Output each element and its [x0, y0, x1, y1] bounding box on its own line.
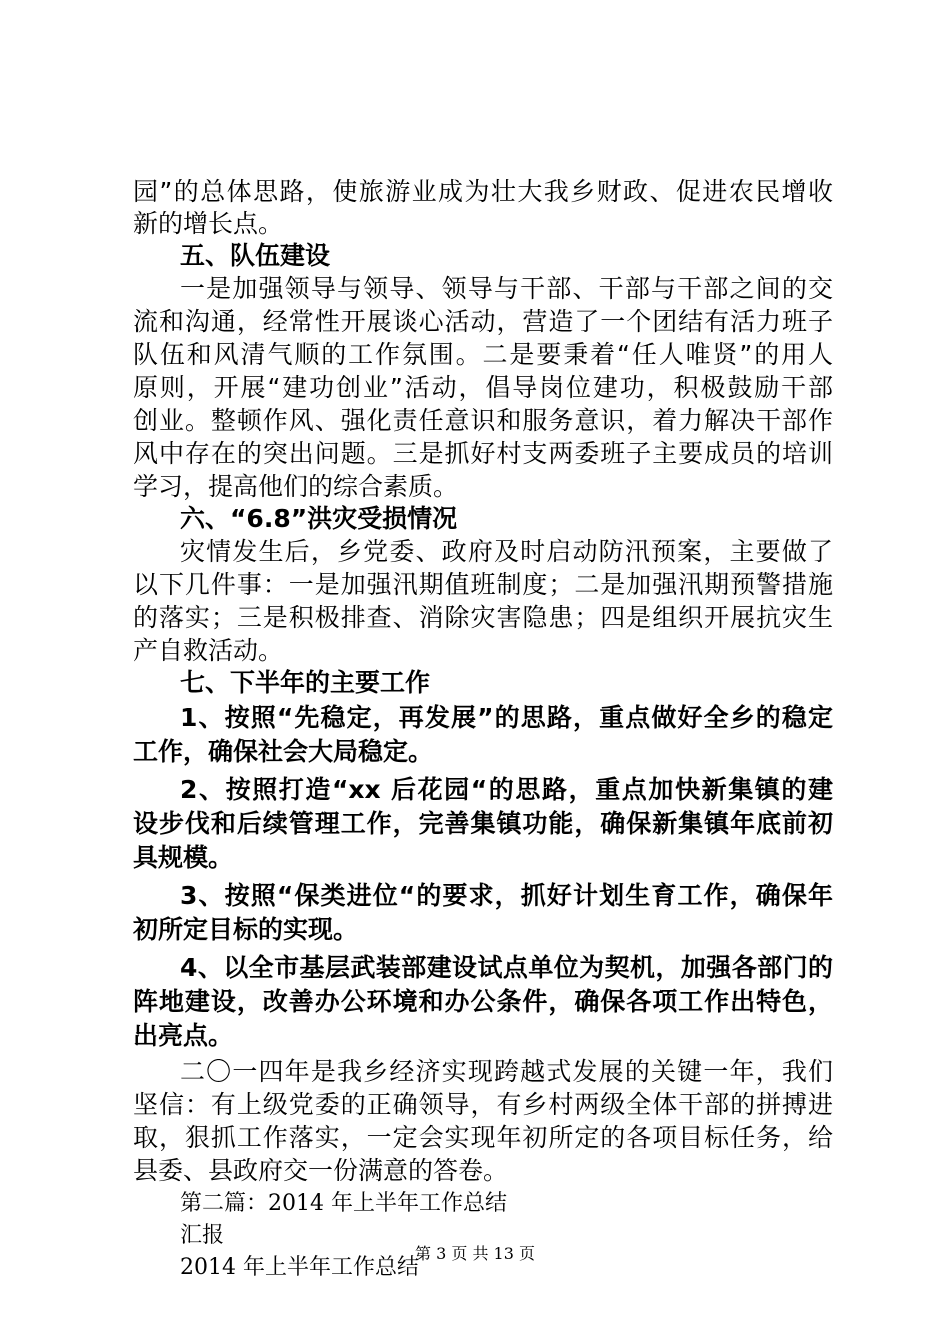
- work-item-line: 设步伐和后续管理工作，完善集镇功能，确保新集镇年底前初: [133, 809, 833, 838]
- body-line: 县委、县政府交一份满意的答卷。: [133, 1156, 509, 1185]
- body-line: 创业。整顿作风、强化责任意识和服务意识，着力解决干部作: [133, 406, 833, 435]
- body-line: 原则，开展“建功创业”活动，倡导岗位建功，积极鼓励干部: [133, 373, 833, 402]
- work-item-line: 出亮点。: [133, 1021, 234, 1050]
- body-line: 流和沟通，经常性开展谈心活动，营造了一个团结有活力班子: [133, 307, 833, 336]
- body-line: 坚信：有上级党委的正确领导，有乡村两级全体干部的拼搏进: [133, 1090, 833, 1119]
- body-line: 风中存在的突出问题。三是抓好村支两委班子主要成员的培训: [133, 439, 833, 468]
- body-line: 园”的总体思路，使旅游业成为壮大我乡财政、促进农民增收: [133, 177, 833, 206]
- body-line: 一是加强领导与领导、领导与干部、干部与干部之间的交: [180, 274, 833, 303]
- page-footer: 第 3 页 共 13 页: [415, 1244, 535, 1263]
- work-item-line: 具规模。: [133, 843, 234, 872]
- body-line: 学习，提高他们的综合素质。: [133, 472, 459, 501]
- work-item-line: 2、按照打造“xx 后花园“的思路，重点加快新集镇的建: [180, 775, 833, 804]
- body-line: 队伍和风清气顺的工作氛围。二是要秉着“任人唯贤”的用人: [133, 340, 833, 369]
- section-heading-second-half-work: 七、下半年的主要工作: [180, 668, 431, 697]
- body-line: 以下几件事：一是加强汛期值班制度；二是加强汛期预警措施: [133, 570, 833, 599]
- section-heading-flood-damage: 六、“6.8”洪灾受损情况: [180, 504, 458, 533]
- summary-title: 2014 年上半年工作总结: [180, 1255, 419, 1280]
- chapter-title: 第二篇：2014 年上半年工作总结: [180, 1191, 507, 1216]
- body-line: 新的增长点。: [133, 209, 284, 238]
- work-item-line: 工作，确保社会大局稳定。: [133, 737, 434, 766]
- work-item-line: 初所定目标的实现。: [133, 915, 359, 944]
- body-line: 二〇一四年是我乡经济实现跨越式发展的关键一年，我们: [180, 1057, 833, 1086]
- body-line: 产自救活动。: [133, 636, 284, 665]
- work-item-line: 3、按照“保类进位“的要求，抓好计划生育工作，确保年: [180, 881, 833, 910]
- report-label: 汇报: [180, 1223, 225, 1248]
- body-line: 取，狠抓工作落实，一定会实现年初所定的各项目标任务，给: [133, 1123, 833, 1152]
- section-heading-team-building: 五、队伍建设: [180, 241, 331, 270]
- work-item-line: 4、以全市基层武装部建设试点单位为契机，加强各部门的: [180, 953, 833, 982]
- body-line: 灾情发生后，乡党委、政府及时启动防汛预案，主要做了: [180, 537, 833, 566]
- work-item-line: 1、按照“先稳定，再发展”的思路，重点做好全乡的稳定: [180, 703, 833, 732]
- body-line: 的落实；三是积极排查、消除灾害隐患；四是组织开展抗灾生: [133, 603, 833, 632]
- work-item-line: 阵地建设，改善办公环境和办公条件，确保各项工作出特色，: [133, 987, 833, 1016]
